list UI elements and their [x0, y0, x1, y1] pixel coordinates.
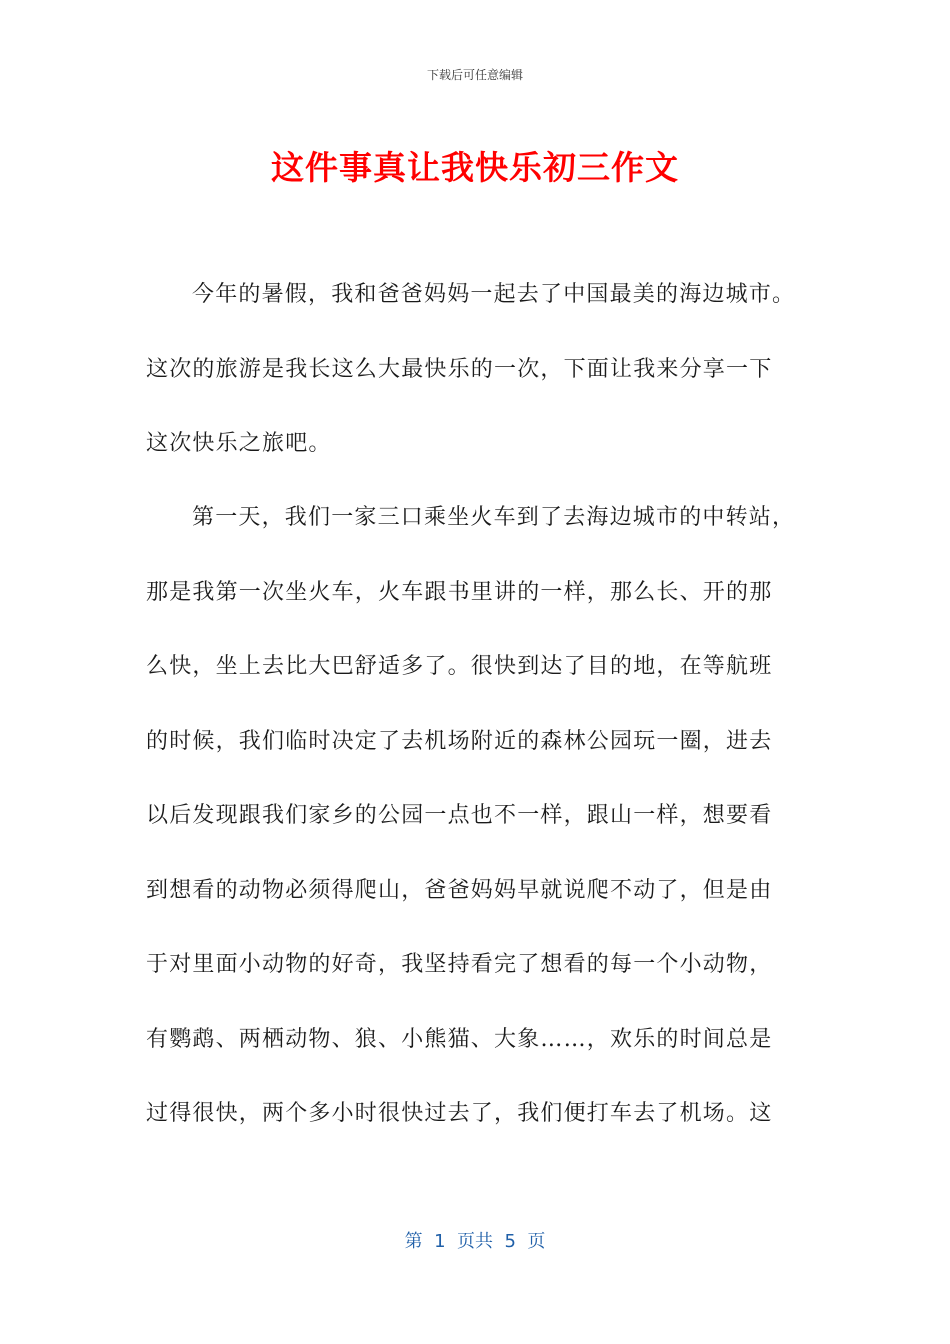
paragraph-line: 到想看的动物必须得爬山，爸爸妈妈早就说爬不动了，但是由: [146, 878, 773, 903]
paragraph-line: 的时候，我们临时决定了去机场附近的森林公园玩一圈，进去: [146, 729, 773, 754]
paragraph-line: 第一天，我们一家三口乘坐火车到了去海边城市的中转站，: [192, 505, 796, 530]
document-title: 这件事真让我快乐初三作文: [271, 148, 679, 187]
paragraph-line: 么快，坐上去比大巴舒适多了。很快到达了目的地，在等航班: [146, 654, 773, 679]
paragraph-line: 以后发现跟我们家乡的公园一点也不一样，跟山一样，想要看: [146, 803, 773, 828]
page-indicator: 第 1 页共 5 页: [404, 1231, 546, 1252]
header-note: 下载后可任意编辑: [426, 68, 523, 82]
paragraph-line: 这次快乐之旅吧。: [146, 431, 332, 456]
paragraph-line: 有鹦鹉、两栖动物、狼、小熊猫、大象……，欢乐的时间总是: [146, 1027, 773, 1052]
paragraph-line: 今年的暑假，我和爸爸妈妈一起去了中国最美的海边城市。: [192, 282, 796, 307]
paragraph-line: 这次的旅游是我长这么大最快乐的一次，下面让我来分享一下: [146, 357, 773, 382]
paragraph-line: 过得很快，两个多小时很快过去了，我们便打车去了机场。这: [146, 1101, 773, 1126]
paragraph-line: 于对里面小动物的好奇，我坚持看完了想看的每一个小动物，: [146, 952, 773, 977]
paragraph-line: 那是我第一次坐火车，火车跟书里讲的一样，那么长、开的那: [146, 580, 773, 605]
